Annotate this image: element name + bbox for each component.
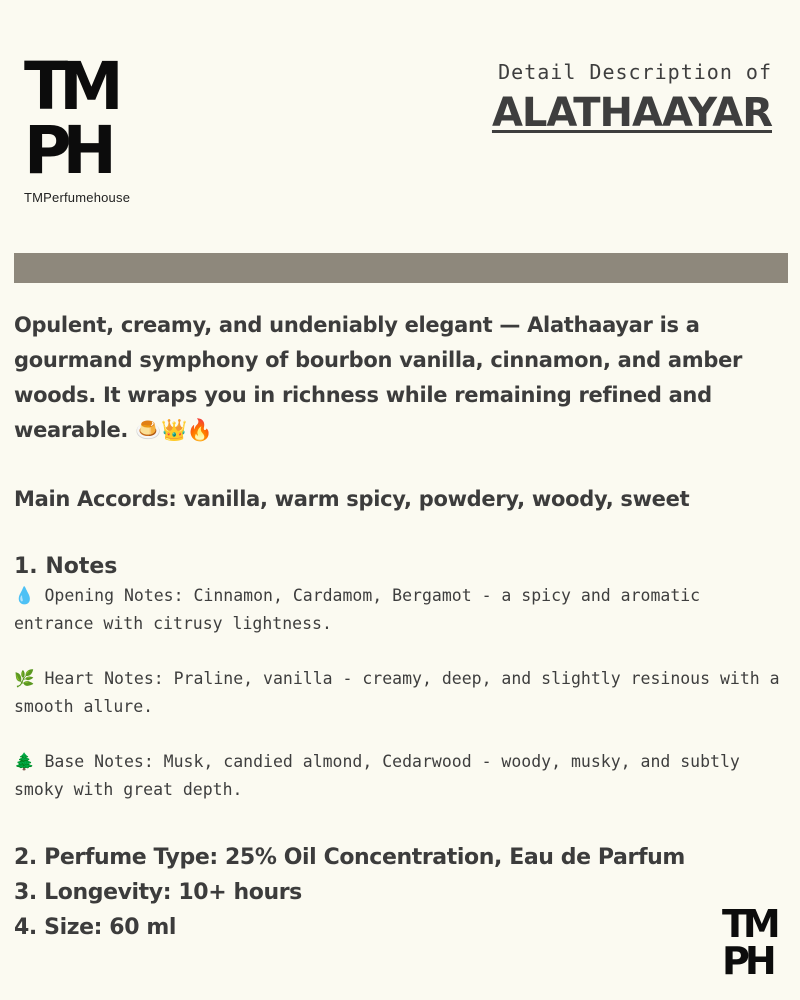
logo-small-line-ph: PH bbox=[722, 939, 772, 983]
perfume-type: 2. Perfume Type: 25% Oil Concentration, Eau de Parfum bbox=[14, 845, 685, 870]
heart-notes-text: Heart Notes: Praline, vanilla - creamy, deep, and slightly resinous with a smooth allure. bbox=[14, 669, 780, 716]
evergreen-tree-icon: 🌲 bbox=[14, 752, 35, 771]
opening-notes-text: Opening Notes: Cinnamon, Cardamom, Bergamot - a spicy and aromatic entrance with citrusy lightness. bbox=[14, 586, 701, 633]
base-notes bbox=[14, 748, 784, 804]
herb-icon: 🌿 bbox=[14, 669, 35, 688]
base-notes-text: Base Notes: Musk, candied almond, Cedarwood - woody, musky, and subtly smoky with great depth. bbox=[14, 752, 740, 799]
notes-heading: 1. Notes bbox=[14, 554, 118, 579]
product-title: ALATHAAYAR bbox=[491, 90, 772, 136]
intro-paragraph: Opulent, creamy, and undeniably elegant — Alathaayar is a gourmand symphony of bourbon vanilla, cinnamon, and amber woods. It wraps you in richness while remaining refined and wearable. 🍮👑🔥 bbox=[14, 313, 743, 442]
opening-notes bbox=[14, 582, 784, 638]
main-accords: Main Accords: vanilla, warm spicy, powdery, woody, sweet bbox=[14, 487, 690, 511]
size: 4. Size: 60 ml bbox=[14, 915, 177, 940]
heart-notes bbox=[14, 665, 784, 721]
logo-mark bbox=[24, 48, 142, 189]
divider-band bbox=[14, 253, 788, 283]
water-drop-icon: 💧 bbox=[14, 586, 35, 605]
brand-logo bbox=[24, 48, 144, 205]
logo-caption: TMPerfumehouse bbox=[24, 190, 131, 205]
logo-line-ph: PH bbox=[24, 112, 108, 189]
logo-small-line-tm: TM bbox=[722, 902, 776, 946]
brand-logo-small bbox=[722, 902, 776, 983]
header bbox=[492, 60, 772, 136]
header-subtitle: Detail Description of bbox=[498, 60, 772, 84]
logo-line-tm: TM bbox=[24, 48, 115, 125]
longevity: 3. Longevity: 10+ hours bbox=[14, 880, 302, 905]
description-body bbox=[14, 308, 784, 945]
facts-list bbox=[14, 840, 784, 945]
